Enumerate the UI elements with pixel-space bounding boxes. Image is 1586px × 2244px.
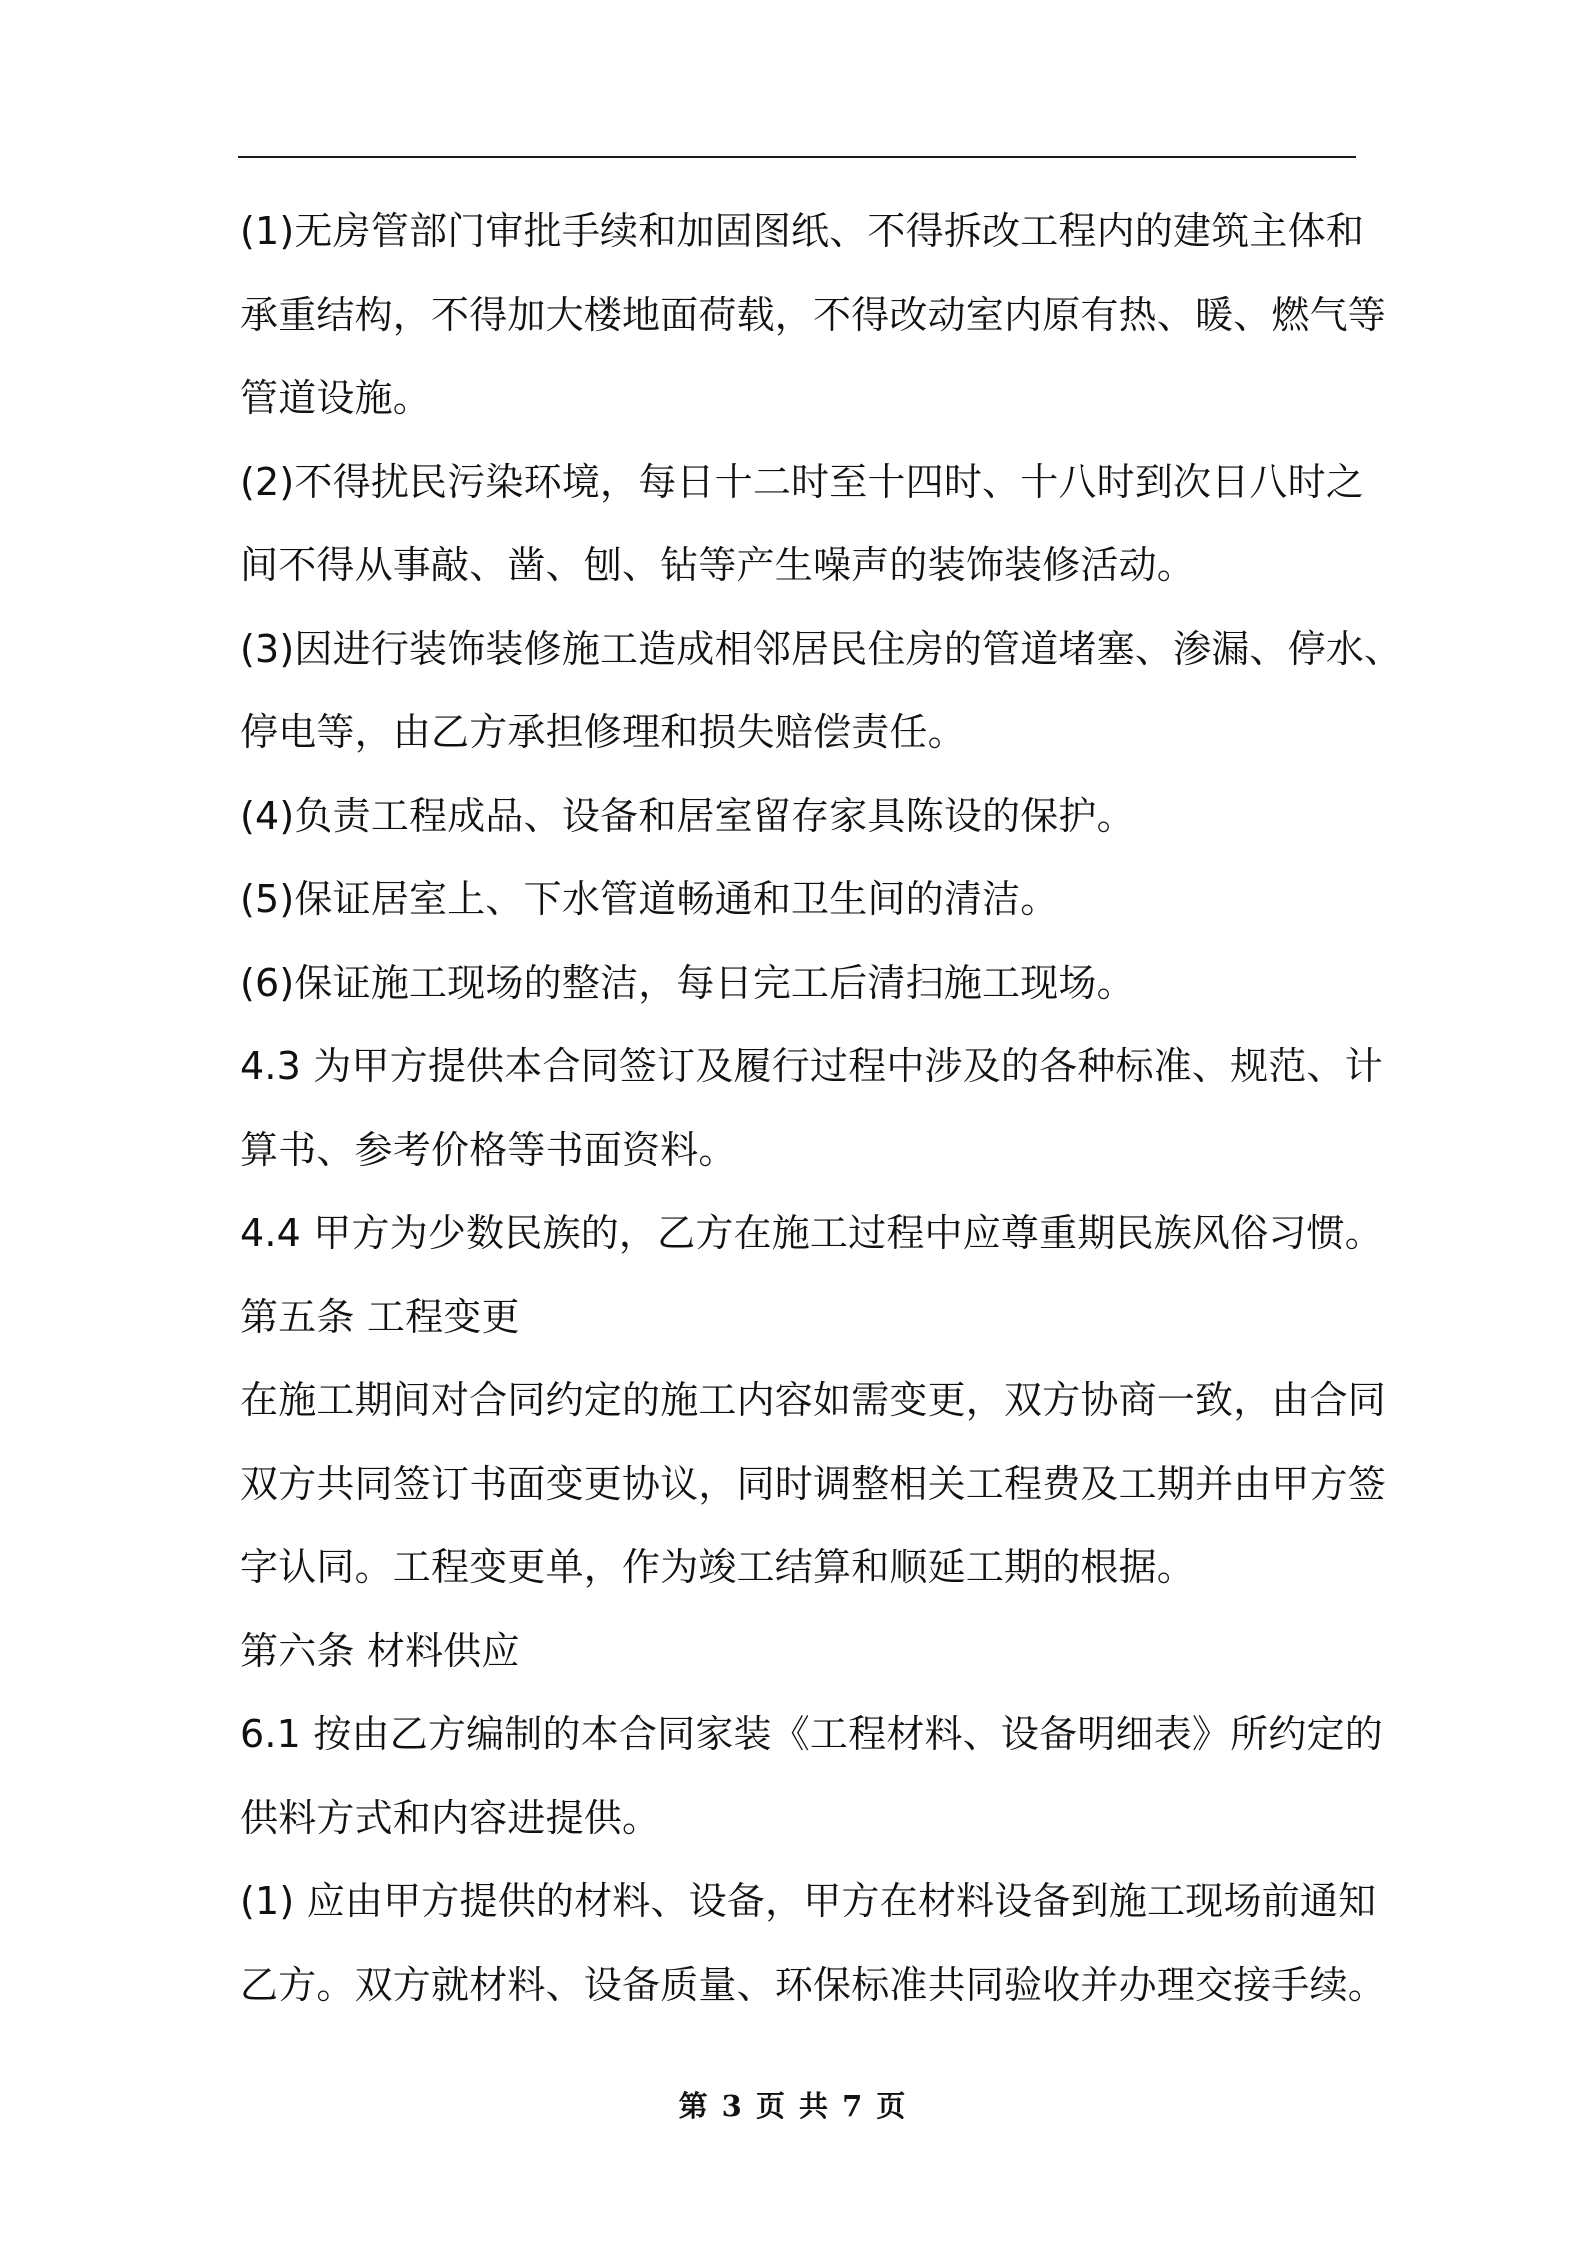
text-line: 停电等，由乙方承担修理和损失赔偿责任。 bbox=[240, 710, 966, 754]
text-line: 承重结构，不得加大楼地面荷载，不得改动室内原有热、暖、燃气等 bbox=[240, 292, 1387, 337]
text-line: (5)保证居室上、下水管道畅通和卫生间的清洁。 bbox=[240, 877, 1059, 921]
text-line: 字认同。工程变更单，作为竣工结算和顺延工期的根据。 bbox=[240, 1545, 1196, 1589]
text-line: (4)负责工程成品、设备和居室留存家具陈设的保护。 bbox=[240, 793, 1135, 838]
text-line: (6)保证施工现场的整洁，每日完工后清扫施工现场。 bbox=[240, 960, 1135, 1005]
text-line: 管道设施。 bbox=[240, 376, 432, 420]
text-line: 算书、参考价格等书面资料。 bbox=[240, 1127, 737, 1172]
text-line: (3)因进行装饰装修施工造成相邻居民住房的管道堵塞、渗漏、停水、 bbox=[240, 626, 1403, 671]
document-body bbox=[240, 190, 1403, 2027]
text-line: 4.3 为甲方提供本合同签订及履行过程中涉及的各种标准、规范、计 bbox=[240, 1044, 1383, 1088]
header-rule bbox=[238, 156, 1356, 158]
section-heading: 第六条 材料供应 bbox=[240, 1628, 520, 1673]
text-line: 间不得从事敲、凿、刨、钻等产生噪声的装饰装修活动。 bbox=[240, 543, 1196, 587]
text-line: (2)不得扰民污染环境，每日十二时至十四时、十八时到次日八时之 bbox=[240, 459, 1365, 504]
text-line: 供料方式和内容进提供。 bbox=[240, 1795, 661, 1840]
text-line: 双方共同签订书面变更协议，同时调整相关工程费及工期并由甲方签 bbox=[240, 1461, 1387, 1506]
text-line: 乙方。双方就材料、设备质量、环保标准共同验收并办理交接手续。 bbox=[240, 1962, 1387, 2007]
text-line: 在施工期间对合同约定的施工内容如需变更，双方协商一致，由合同 bbox=[240, 1378, 1387, 1422]
page-number: 第 3 页 共 7 页 bbox=[678, 2089, 908, 2123]
text-line: 4.4 甲方为少数民族的，乙方在施工过程中应尊重期民族风俗习惯。 bbox=[240, 1211, 1383, 1255]
text-line: (1)无房管部门审批手续和加固图纸、不得拆改工程内的建筑主体和 bbox=[240, 209, 1365, 253]
section-heading: 第五条 工程变更 bbox=[240, 1294, 520, 1339]
text-line: (1) 应由甲方提供的材料、设备，甲方在材料设备到施工现场前通知 bbox=[240, 1879, 1377, 1923]
text-line: 6.1 按由乙方编制的本合同家装《工程材料、设备明细表》所约定的 bbox=[240, 1712, 1383, 1756]
